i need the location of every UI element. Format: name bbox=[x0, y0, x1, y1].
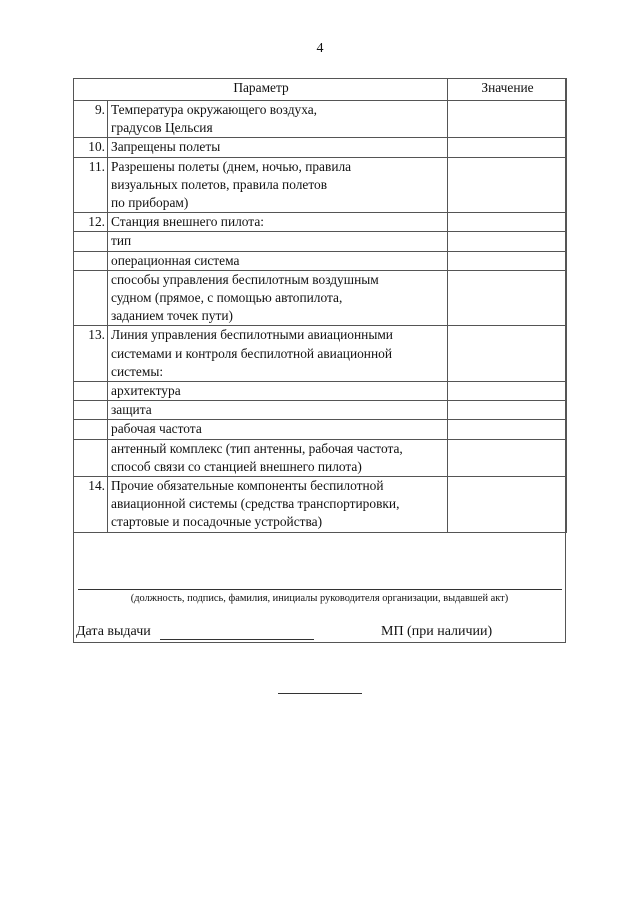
value-cell bbox=[448, 138, 567, 157]
table-row bbox=[74, 270, 567, 326]
table-row bbox=[74, 138, 567, 157]
value-cell bbox=[448, 213, 567, 232]
parameter-text: операционная система bbox=[108, 251, 448, 270]
signature-caption: (должность, подпись, фамилия, инициалы руководителя организации, выдавшей акт) bbox=[130, 593, 509, 604]
row-number bbox=[74, 270, 108, 326]
row-number bbox=[74, 439, 108, 476]
issue-date-label: Дата выдачи bbox=[76, 624, 151, 639]
parameter-text: Разрешены полеты (днем, ночью, правила визуальных полетов, правила полетов по приборам) bbox=[108, 157, 448, 213]
table-row bbox=[74, 213, 567, 232]
value-cell bbox=[448, 270, 567, 326]
parameter-text: антенный комплекс (тип антенны, рабочая частота, способ связи со станцией внешнего пилота) bbox=[108, 439, 448, 476]
row-number: 10. bbox=[74, 138, 108, 157]
parameter-text: способы управления беспилотным воздушным судном (прямое, с помощью автопилота, заданием точек пути) bbox=[108, 270, 448, 326]
stamp-label: МП (при наличии) bbox=[381, 624, 493, 639]
issue-date-blank bbox=[160, 639, 314, 640]
row-number: 11. bbox=[74, 157, 108, 213]
parameter-text: рабочая частота bbox=[108, 420, 448, 439]
table-row bbox=[74, 251, 567, 270]
parameter-text: Прочие обязательные компоненты беспилотной авиационной системы (средства транспортировки, стартовые и посадочные устройства) bbox=[108, 477, 448, 533]
row-number bbox=[74, 401, 108, 420]
parameter-text: архитектура bbox=[108, 382, 448, 401]
header-value: Значение bbox=[448, 79, 567, 101]
value-cell bbox=[448, 251, 567, 270]
value-cell bbox=[448, 401, 567, 420]
parameter-text: Линия управления беспилотными авиационными системами и контроля беспилотной авиационной системы: bbox=[108, 326, 448, 382]
parameter-text: Запрещены полеты bbox=[108, 138, 448, 157]
row-number: 13. bbox=[74, 326, 108, 382]
table-row bbox=[74, 477, 567, 533]
parameter-text: Станция внешнего пилота: bbox=[108, 213, 448, 232]
table-row bbox=[74, 101, 567, 138]
signature-line bbox=[78, 589, 562, 590]
row-number: 14. bbox=[74, 477, 108, 533]
row-number bbox=[74, 232, 108, 251]
row-number bbox=[74, 420, 108, 439]
page-number: 4 bbox=[316, 41, 324, 56]
value-cell bbox=[448, 326, 567, 382]
table-row bbox=[74, 382, 567, 401]
table-row bbox=[74, 157, 567, 213]
value-cell bbox=[448, 382, 567, 401]
table-row bbox=[74, 326, 567, 382]
value-cell bbox=[448, 157, 567, 213]
value-cell bbox=[448, 232, 567, 251]
header-parameter: Параметр bbox=[74, 79, 448, 101]
table-row bbox=[74, 420, 567, 439]
table-row bbox=[74, 232, 567, 251]
value-cell bbox=[448, 477, 567, 533]
parameters-table bbox=[73, 78, 567, 533]
table-row bbox=[74, 401, 567, 420]
row-number: 12. bbox=[74, 213, 108, 232]
row-number bbox=[74, 251, 108, 270]
table-row bbox=[74, 439, 567, 476]
parameter-text: Температура окружающего воздуха, градусов Цельсия bbox=[108, 101, 448, 138]
value-cell bbox=[448, 420, 567, 439]
parameter-text: защита bbox=[108, 401, 448, 420]
parameter-text: тип bbox=[108, 232, 448, 251]
end-rule bbox=[278, 693, 362, 694]
value-cell bbox=[448, 439, 567, 476]
row-number bbox=[74, 382, 108, 401]
value-cell bbox=[448, 101, 567, 138]
row-number: 9. bbox=[74, 101, 108, 138]
